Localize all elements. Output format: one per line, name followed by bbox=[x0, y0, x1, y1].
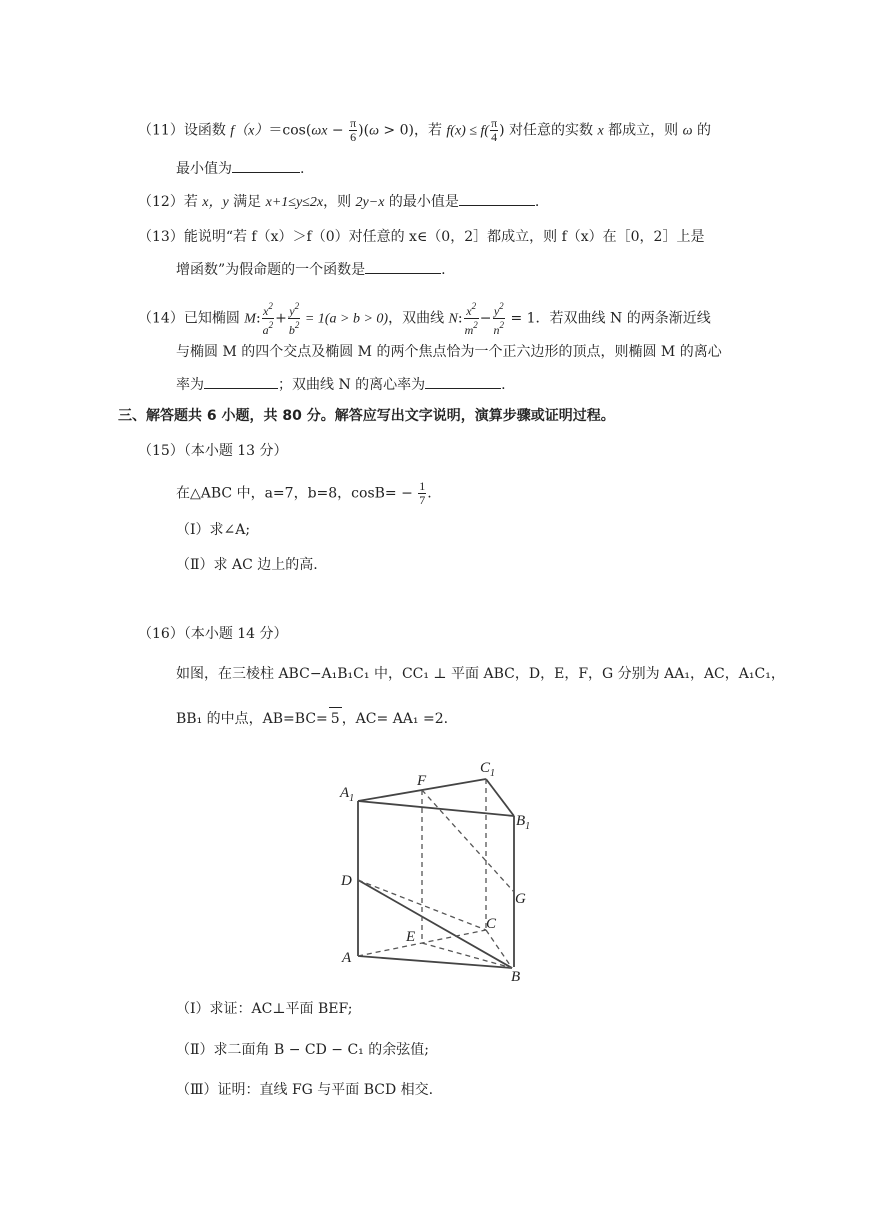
edge-C1-B1 bbox=[486, 779, 514, 816]
edge-E-B bbox=[422, 943, 512, 968]
q14-line3 bbox=[176, 374, 506, 396]
q14-a2: $a^2$ bbox=[262, 320, 274, 337]
q11-minus: − bbox=[327, 122, 349, 139]
q13-answer-blank[interactable] bbox=[365, 259, 441, 274]
label-G: G bbox=[515, 891, 526, 907]
q14-eq1: = 1(a > b > 0) bbox=[301, 311, 389, 327]
q14-text5: 率为 bbox=[176, 377, 204, 393]
q15-frac-num: 1 bbox=[419, 479, 426, 493]
label-C1: $C_1$ bbox=[480, 760, 496, 779]
q16-line1: 如图，在三棱柱 ABC−A₁B₁C₁ 中，CC₁ ⊥ 平面 ABC，D，E，F，G 分别为 AA₁，AC，A₁C₁， bbox=[176, 666, 785, 682]
q11-wx: ωx bbox=[311, 123, 328, 139]
q16-text2: ，AC= AA₁ =2. bbox=[341, 711, 449, 727]
label-A1: $A_1$ bbox=[340, 785, 355, 804]
q12-number: （12） bbox=[138, 194, 184, 210]
q16-sqrt5: 5 bbox=[329, 707, 342, 730]
q13-number: （13） bbox=[138, 229, 184, 245]
q14-N: N bbox=[448, 311, 458, 327]
q14-n2: $n^2$ bbox=[493, 320, 504, 337]
q11-frac-pi6 bbox=[349, 117, 357, 144]
q14-M: M bbox=[244, 311, 256, 327]
q14-number: （14） bbox=[138, 310, 184, 327]
q12-expr: 2y−x bbox=[355, 195, 385, 210]
q14-text4: 与椭圆 M 的四个交点及椭圆 M 的两个焦点恰为一个正六边形的顶点，则椭圆 M 的离心 bbox=[176, 344, 722, 360]
q11-frac-den: 6 bbox=[350, 130, 357, 144]
label-F: F bbox=[417, 773, 427, 789]
q12-line bbox=[138, 191, 539, 214]
label-A: A bbox=[342, 950, 352, 966]
q11-text4: 的 bbox=[692, 122, 711, 139]
q12-period: . bbox=[534, 194, 540, 210]
q14-answer-blank-2[interactable] bbox=[425, 374, 501, 389]
q12-text4: 的最小值是 bbox=[384, 194, 459, 210]
q11-omega2: ω bbox=[682, 123, 693, 139]
q11-text3: 都成立，则 bbox=[603, 122, 683, 139]
q13-text2: 增函数”为假命题的一个函数是 bbox=[176, 262, 366, 278]
label-E: E bbox=[406, 929, 416, 945]
q15-period: . bbox=[427, 485, 432, 502]
q15-heading: （15）（本小题 13 分） bbox=[138, 443, 288, 459]
q11-frac2-den: 4 bbox=[491, 130, 498, 144]
q11-omega: ω bbox=[369, 123, 379, 139]
q11-text2: ) 对任意的实数 bbox=[499, 122, 598, 139]
q15-frac bbox=[418, 480, 426, 507]
q16-heading: （16）（本小题 14 分） bbox=[138, 626, 288, 642]
label-B: B bbox=[511, 969, 521, 985]
q14-frac-y2n2 bbox=[493, 300, 506, 337]
q14-answer-blank-1[interactable] bbox=[204, 374, 278, 389]
q11-paren: )( bbox=[358, 122, 370, 139]
edge-C-B bbox=[486, 930, 512, 968]
q11-cos: ＝cos( bbox=[268, 122, 312, 139]
edge-D-C bbox=[358, 880, 486, 930]
q14-frac-y2b2 bbox=[288, 300, 301, 337]
q16-part2: （Ⅱ）求二面角 B − CD − C₁ 的余弦值; bbox=[176, 1042, 429, 1058]
q15-part1: （Ⅰ）求∠A; bbox=[176, 522, 251, 538]
edge-A1-C1 bbox=[358, 779, 486, 801]
q16-text: BB₁ 的中点，AB=BC= bbox=[176, 711, 328, 727]
q15-part2: （Ⅱ）求 AC 边上的高. bbox=[176, 557, 318, 573]
q14-y2b: $y^2$ bbox=[493, 301, 504, 318]
q16-part3: （Ⅲ）证明：直线 FG 与平面 BCD 相交. bbox=[176, 1082, 434, 1098]
q11-period: . bbox=[300, 161, 305, 177]
q11-text: 设函数 bbox=[183, 122, 231, 139]
q14-x2b: $x^2$ bbox=[464, 300, 479, 319]
q12-text3: ，则 bbox=[323, 194, 356, 210]
q14-frac-x2a2 bbox=[262, 300, 275, 337]
q12-text2: 满足 bbox=[228, 194, 266, 210]
q14-m2: $m^2$ bbox=[464, 320, 478, 337]
q11-frac2-num: π bbox=[491, 116, 498, 130]
q12-ineq: x+1≤y≤2x bbox=[265, 195, 324, 210]
q11-number: （11） bbox=[138, 122, 184, 139]
q13-text: 能说明“若 f（x）＞f（0）对任意的 x∈（0，2］都成立，则 f（x）在［0，2］上是 bbox=[183, 229, 705, 245]
q11-answer-blank[interactable] bbox=[232, 158, 300, 173]
q14-period: . bbox=[501, 377, 506, 393]
q11-fx: f（x） bbox=[230, 123, 269, 139]
edge-A-C bbox=[358, 930, 486, 956]
q14-y2: $y^2$ bbox=[289, 301, 300, 318]
q14-line2 bbox=[176, 341, 722, 363]
q13-period: . bbox=[441, 262, 446, 278]
label-C: C bbox=[486, 916, 497, 932]
q11-ineq: f(x) ≤ f( bbox=[446, 123, 490, 139]
q15-given bbox=[176, 480, 432, 507]
q14-text6: ；双曲线 N 的离心率为 bbox=[278, 377, 426, 393]
q12-xy: x，y bbox=[202, 195, 229, 210]
q12-text: 若 bbox=[183, 194, 203, 210]
section-3-heading: 三、解答题共 6 小题，共 80 分。解答应写出文字说明，演算步骤或证明过程。 bbox=[118, 408, 615, 424]
q14-text: 已知椭圆 bbox=[183, 310, 245, 327]
q11-line2 bbox=[176, 158, 304, 180]
q11-min-label: 最小值为 bbox=[176, 161, 232, 177]
q14-line1: （14）已知椭圆 M: $\frac{x^2}{a^2}$ + $\frac{y^2}{b^2}$ = 1(a > b > 0)，双曲线 N: $\frac{x^2}{m^2}$ − $\frac{y^2}{n^2}$ = 1．若双曲线 N 的两条渐近线 bbox=[138, 301, 711, 337]
q11-x: x bbox=[597, 123, 604, 139]
q15-text: 在△ABC 中，a=7，b=8，cosB= − bbox=[176, 485, 418, 502]
q11-line1 bbox=[138, 117, 711, 144]
q13-line1 bbox=[138, 226, 704, 248]
edge-F-G bbox=[422, 790, 514, 892]
q14-text3: ．若双曲线 N 的两条渐近线 bbox=[535, 310, 711, 327]
q16-line2 bbox=[176, 707, 448, 730]
q11-cond: > 0)，若 bbox=[378, 122, 447, 139]
q14-frac-x2m2 bbox=[464, 300, 479, 337]
q14-eq2: = 1 bbox=[506, 310, 536, 327]
q11-frac-num: π bbox=[350, 116, 357, 130]
label-B1: $B_1$ bbox=[516, 813, 531, 832]
q13-line2 bbox=[176, 259, 446, 281]
edge-A1-B1 bbox=[358, 801, 514, 816]
q12-answer-blank[interactable] bbox=[459, 191, 535, 206]
q11-frac-pi4 bbox=[490, 117, 498, 144]
edge-A-B bbox=[358, 956, 512, 968]
label-D: D bbox=[341, 873, 352, 889]
q14-text2: ，双曲线 bbox=[388, 310, 449, 327]
q14-x2: $x^2$ bbox=[263, 301, 273, 318]
edge-D-B bbox=[358, 880, 512, 968]
q14-b2: $b^2$ bbox=[288, 320, 300, 337]
q16-part1: （Ⅰ）求证：AC⊥平面 BEF; bbox=[176, 1001, 353, 1017]
q15-frac-den: 7 bbox=[419, 493, 426, 507]
